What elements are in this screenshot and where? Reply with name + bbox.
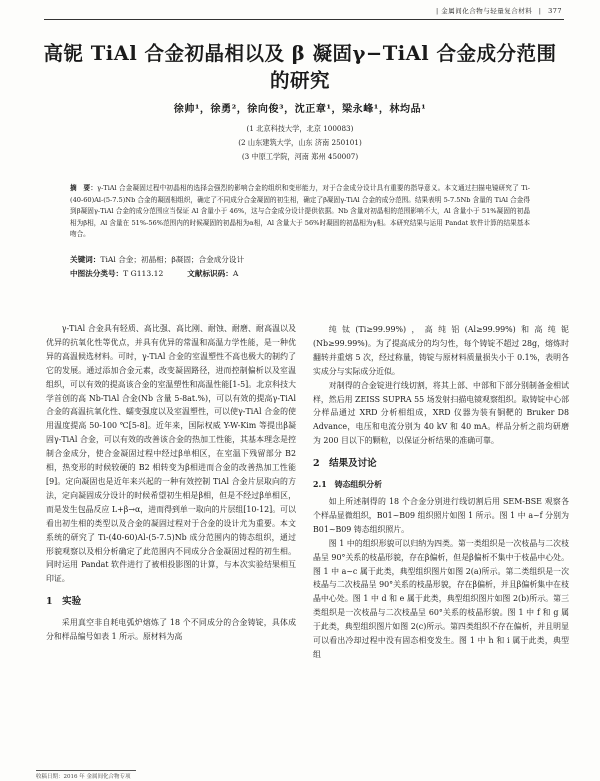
abstract: [70, 183, 530, 241]
footnote: 收稿日期：2016 年 金属间化合物专项: [36, 774, 131, 780]
keywords: [70, 254, 244, 265]
header-rule: [44, 19, 564, 20]
keywords-label: 关键词：: [70, 255, 101, 264]
clc-value: T G113.12: [123, 269, 164, 278]
paper-title: 高铌 TiAl 合金初晶相以及 β 凝固γ−TiAl 合金成分范围的研究: [43, 42, 557, 92]
morphology-paragraph: 图 1 中的组织形貌可以归纳为四类。第一类组织是一次枝晶与二次枝晶呈 90°关系的枝晶形貌，存在β偏析，但是β偏析不集中于枝晶中心处。图 1 中 a~c 属于此类，典型组织图片如图 2(a)所示。第二类组织是一次枝晶与二次枝晶呈 90°关系的枝晶形貌，存在β偏析，并且β偏析集中在枝晶中心处。图 1 中 d 和 e 属于此类，典型组织图片如图 2(b)所示。第三类组织是一次枝晶与二次枝晶呈 60°关系的枝晶形貌。图 1 中 f 和 g 属于此类，典型组织图片如图 2(c)所示。第四类组织不存在偏析，并且明显可以看出冷却过程中没有固态相变发生。图 1 中 h 和 i 属于此类，典型组: [313, 538, 569, 659]
clc-number: [70, 268, 163, 279]
affiliation-3: (3 中原工学院，河南 郑州 450007): [241, 152, 359, 161]
running-head-page: 377: [548, 7, 562, 15]
classification-line: [70, 268, 238, 279]
ascast-paragraph: 如上所述制得的 18 个合金分别进行线切割后用 SEM-BSE 观察各个样品显微组织，B01~B09 组织照片如图 1 所示。图 1 中 a~f 分别为 B01~B09 铸态组织照片。: [313, 496, 569, 534]
abstract-label: 摘 要：: [70, 184, 98, 192]
running-head-section: 金属间化合物与轻量复合材料: [441, 7, 533, 15]
footnote-rule: [36, 770, 136, 771]
running-head-bar: |: [435, 7, 439, 15]
intro-paragraph: γ-TiAl 合金具有轻质、高比强、高比刚、耐蚀、耐磨、耐高温以及优异的抗氧化性等优点，并具有优异的常温和高温力学性能，是一种优异的高温候选材料。可时，γ-TiAl 合金的室温塑性不高也极大的制约了它的发展。通过添加合金元素，改变凝固路径，进而控制偏析以及室温组织，可以有效的提高该合金的室温塑性和高温性能[1-5]。北京科技大学首创的高 Nb-TiAl 合金(Nb 含量 5-8at.%)，可以有效的提高γ-TiAl 合金的高温抗氧化性、蠕变强度以及室温塑性，可以使γ-TiAl 合金的使用温度提高 50-100 ℃[5-8]。近年来，国际权威 Y-W-Kim 等提出β凝固γ-TiAl 合金，可以有效的改善该合金的热加工性能，其基本理念是控制合金成分，使合金凝固过程中经过β单相区，在室温下残留部分 B2 相，热变形的时候较硬的 B2 相转变为β相进而合金的改善热加工性能[9]。定向凝固也是近年来兴起的一种有效控制 TiAl 合金片层取向的方法，定向凝固成分设计的时候希望初生相是β相，但是不经过β单相区，而是发生包晶反应 L+β→α，进而得到单一取向的片层组[10-12]。可以看出初生相的类型以及合金的凝固过程对于合金的设计尤为重要。本文系统的研究了 Ti-(40-60)Al-(5-7.5)Nb 成分范围内的铸态组织，通过形貌观察以及相分析确定了此范围内不同成分合金凝固过程的初生相。同时运用 Pandat 软件进行了被相投影图的计算，与本次实验结果相互印证。: [46, 324, 296, 584]
affiliation-1: (1 北京科技大学，北京 100083): [246, 124, 354, 133]
doc-code-label: 文献标识码：: [187, 269, 233, 278]
methods-paragraph: 对制得的合金锭进行线切割，将其上部、中部和下部分别制备金相试样，然后用 ZEISS SUPRA 55 场发射扫描电镜观察组织。取铸锭中心部分样品通过 XRD 分析相组成，XRD 仪器为装有铜靶的 Bruker D8 Advance，电压和电流分别为 40 kV 和 40 mA。样品分析之前均研磨为 200 目以下的颗粒，以保证分析结果的准确可靠。: [313, 380, 569, 446]
document-code: [187, 268, 238, 279]
running-head: [436, 6, 562, 15]
body-right-column: [313, 323, 569, 662]
experiment-paragraph: 采用真空非自耗电弧炉熔炼了 18 个不同成分的合金铸锭，具体成分和样品编号如表 1 所示。原材料为高: [46, 618, 296, 642]
clc-label: 中图法分类号：: [70, 269, 124, 278]
running-head-divider: |: [538, 7, 542, 15]
section-heading-results: 2 结果及讨论: [313, 458, 377, 470]
subsection-heading-ascast: 2.1 铸态组织分析: [313, 480, 382, 490]
section-heading-experiment: 1 实验: [46, 596, 82, 608]
abstract-text: γ-TiAl 合金凝固过程中初晶相的选择会强烈的影响合金的组织和变形能力，对于合金成分设计具有重要的指导意义。本文通过扫描电镜研究了 Ti-(40-60)Al-(5-7.5)Nb 合金的凝固相组织，确定了不同成分合金凝固的初生相，确定了β凝固γ-TiAl 合金的成分范围。结果表明 5-7.5Nb 含量的 TiAl 合金得到β凝固γ-TiAl 合金的成分范围应当保证 Al 含量小于 46%，这与合金成分设计提供依据。Nb 含量对初晶相的范围影响不大，Al 含量小于 51%凝固的初晶相为β相，Al 含量在 51%-56%范围内的时候凝固的初晶相为α相，Al 含量大于 56%时凝固的初晶相为γ相。本研究结果与运用 Pandat 软件计算的结果基本吻合。: [70, 184, 530, 239]
doc-code-value: A: [232, 269, 239, 278]
affiliation-2: (2 山东建筑大学，山东 济南 250101): [238, 138, 362, 147]
materials-paragraph: 纯钛(Ti≥99.99%)，高纯铝(Al≥99.99%)和高纯铌(Nb≥99.99%)。为了提高成分的均匀性，每个铸锭不超过 28g，熔炼时翻转并重熔 5 次，经过称量，铸锭与原材料质量损失小于 0.1%，表明各实成分与实际成分近似。: [313, 325, 569, 376]
keywords-text: TiAl 合金；初晶相；β凝固；合金成分设计: [100, 255, 245, 264]
body-left-column: [46, 322, 296, 644]
author-list: 徐帅¹，徐勇²，徐向俊³，沈正章¹，梁永峰¹，林均品¹: [173, 104, 427, 115]
